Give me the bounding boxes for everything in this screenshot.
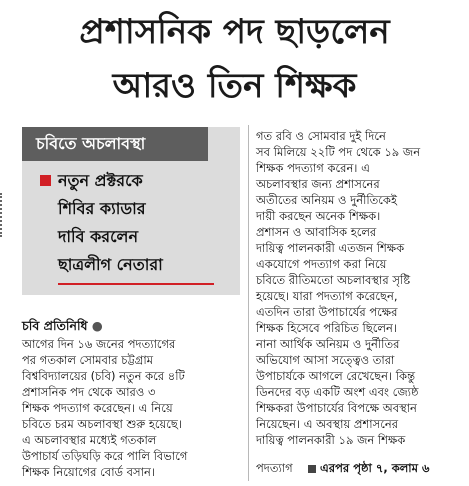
- body-line: নিয়েছেন। এ অবস্থায় প্রশাসনের: [256, 417, 399, 431]
- body-line: শিক্ষক হিসেবে পরিচিত ছিলেন।: [256, 321, 397, 335]
- body-line: শিক্ষক পদত্যাগ করেছেন। এ নিয়ে: [22, 401, 173, 415]
- body-line: গত রবি ও সোমবার দুই দিনে: [256, 129, 386, 143]
- body-line: দায়িত্ব পালনকারী এতজন শিক্ষক: [256, 241, 405, 255]
- body-line: অভিযোগ আসা সত্ত্বেও তারা: [256, 353, 395, 367]
- sidebar-line: ছাত্রলীগ নেতারা: [58, 255, 163, 274]
- body-line: দায়ী করছেন অনেক শিক্ষক।: [256, 209, 381, 223]
- body-line: চবিতে রীতিমতো অচলাবস্থার সৃষ্টি: [256, 273, 411, 287]
- body-line: বিশ্ববিদ্যালয়ের (চবি) নতুন করে ৪টি: [22, 369, 185, 383]
- byline: [22, 318, 103, 334]
- sidebar-underline: [58, 283, 214, 285]
- column-divider: [248, 125, 249, 481]
- body-line: শিক্ষক নিয়োগের বোর্ড বসান।: [22, 465, 155, 479]
- sidebar-line: শিবির ক্যাডার: [58, 199, 146, 218]
- sidebar-line: দাবি করলেন: [58, 227, 138, 246]
- body-line: ডিনদের বড় একটি অংশ এবং জ্যেষ্ঠ: [256, 385, 419, 399]
- body-line: পদত্যাগ: [256, 461, 293, 475]
- body-line: উপাচার্যকে আগলে রেখেছেন। কিন্তু: [256, 369, 416, 383]
- body-line: দায়িত্ব পালনকারী ১৯ জন শিক্ষক: [256, 433, 406, 447]
- body-line: পর গতকাল সোমবার চট্টগ্রাম: [22, 353, 154, 367]
- body-line: অচলাবস্থার জন্য প্রশাসনের: [256, 177, 380, 191]
- headline-line-1: প্রশাসনিক পদ ছাড়লেন: [79, 12, 390, 52]
- body-line: শিক্ষকরা উপাচার্যের বিপক্ষে অবস্থান: [256, 401, 417, 415]
- byline-text: চবি প্রতিনিধি: [22, 318, 88, 333]
- sidebar-line: নতুন প্রক্টরকে: [58, 171, 143, 190]
- body-line: নানা আর্থিক অনিয়ম ও দুর্নীতির: [256, 337, 400, 351]
- body-line: প্রশাসন ও আবাসিক হলের: [256, 225, 377, 239]
- body-line: উপাচার্য তড়িঘড়ি করে পালি বিভাগে: [22, 449, 188, 463]
- body-line: প্রশাসনিক পদ থেকে আরও ৩: [22, 385, 156, 399]
- body-line: এ অচলাবস্থার মধ্যেই গতকাল: [22, 433, 157, 447]
- body-line: এতদিন তারা উপাচার্যের পক্ষের: [256, 305, 398, 319]
- margin-marker: [0, 193, 11, 237]
- byline-dot-icon: ●: [91, 318, 103, 333]
- body-line: অতীতের অনিয়ম ও দুর্নীতিকেই: [256, 193, 397, 207]
- headline-line-2: আরও তিন শিক্ষক: [112, 66, 357, 106]
- continuation-note: এরপর পৃষ্ঠা ৭, কলাম ৬: [320, 461, 430, 475]
- body-line: চবিতে চরম অচলাবস্থা শুরু হয়েছে।: [22, 417, 182, 431]
- body-line: শিক্ষক পদত্যাগ করেন। এ: [256, 161, 370, 175]
- bullet-square-icon: [40, 175, 51, 186]
- body-line: একযোগে পদত্যাগ করা নিয়ে: [256, 257, 387, 271]
- body-line: সব মিলিয়ে ২২টি পদ থেকে ১৯ জন: [256, 145, 421, 159]
- body-line: হয়েছে। যারা পদত্যাগ করেছেন,: [256, 289, 398, 303]
- sidebar-kicker: চবিতে অচলাবস্থা: [22, 127, 208, 161]
- body-line: আগের দিন ১৬ জনের পদত্যাগের: [22, 337, 176, 351]
- continuation-square-icon: [308, 465, 316, 473]
